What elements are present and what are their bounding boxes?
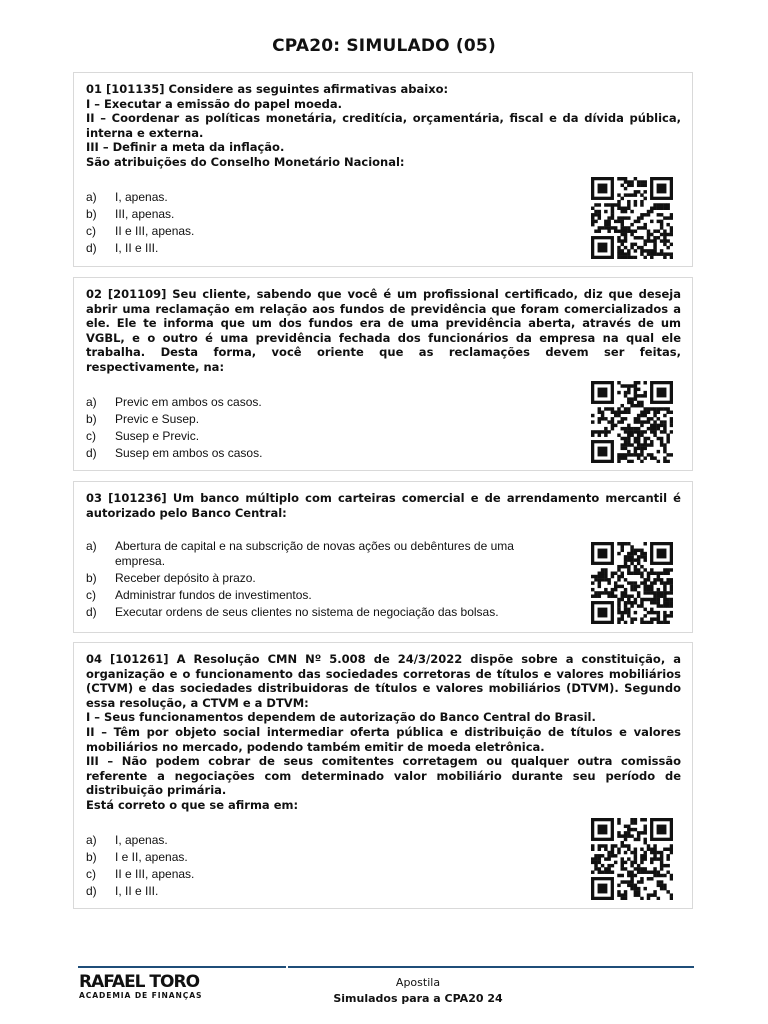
question-item-i: I – Executar a emissão do papel moeda. [86, 96, 343, 111]
answer-options [86, 832, 556, 900]
question-prompt: São atribuições do Conselho Monetário Nacional: [86, 154, 405, 169]
question-statement: 03 [101236] Um banco múltiplo com carteiras comercial e de arrendamento mercantil é autorizado pelo Banco Central: [86, 491, 681, 520]
answer-option-c[interactable]: c) Susep e Previc. [86, 429, 200, 443]
question-text [86, 491, 681, 520]
answer-option-c[interactable]: c) Administrar fundos de investimentos. [86, 588, 312, 602]
answer-options [86, 394, 556, 462]
answer-option-d[interactable]: d) Susep em ambos os casos. [86, 446, 263, 460]
brand-logo [79, 973, 209, 1003]
answer-option-b[interactable]: b) III, apenas. [86, 207, 175, 221]
question-text [86, 287, 681, 375]
qr-code-icon[interactable] [591, 177, 673, 259]
answer-options [86, 189, 556, 257]
qr-code-icon[interactable] [591, 818, 673, 900]
question-card-1 [73, 72, 693, 267]
answer-option-a[interactable]: a) Abertura de capital e na subscrição de novas ações ou debêntures de uma empresa. [86, 539, 514, 568]
answer-option-d[interactable]: d) I, II e III. [86, 241, 159, 255]
answer-option-b[interactable]: b) I e II, apenas. [86, 850, 188, 864]
page-title: CPA20: SIMULADO (05) [272, 36, 496, 56]
question-item-ii: II – Coordenar as políticas monetária, creditícia, orçamentária, fiscal e da dívida pública, interna e externa. [86, 111, 681, 140]
question-item-ii: II – Têm por objeto social intermediar oferta pública e distribuição de títulos e valores mobiliários no mercado, podendo também emitir de moeda eletrônica. [86, 724, 681, 754]
answer-option-c[interactable]: c) II e III, apenas. [86, 867, 195, 881]
question-text [86, 652, 681, 813]
question-card-2 [73, 277, 693, 471]
question-card-3 [73, 481, 693, 633]
question-item-i: I – Seus funcionamentos dependem de autorização do Banco Central do Brasil. [86, 710, 596, 725]
question-statement: 04 [101261] A Resolução CMN Nº 5.008 de 24/3/2022 dispõe sobre a constituição, a organização e o funcionamento das sociedades corretoras de títulos e valores mobiliários (CTVM) e das sociedades distribuidoras de títulos e valores mobiliários (DTVM). Segundo essa resolução, a CTVM e a DTVM: [86, 652, 681, 710]
footer-divider-left [78, 966, 286, 968]
answer-option-a[interactable]: a) I, apenas. [86, 833, 168, 847]
question-item-iii: III – Definir a meta da inflação. [86, 140, 285, 155]
answer-option-a[interactable]: a) I, apenas. [86, 190, 168, 204]
answer-option-d[interactable]: d) I, II e III. [86, 884, 159, 898]
footer-document-title: Simulados para a CPA20 24 [333, 992, 503, 1005]
answer-option-c[interactable]: c) II e III, apenas. [86, 224, 195, 238]
question-statement: 02 [201109] Seu cliente, sabendo que você é um profissional certificado, diz que deseja abrir uma reclamação em relação aos fundos de previdência que foram comercializados a ele. Ele te informa que um dos fundos era de uma previdência aberta, através de um VGBL, e o outro é uma previdência fechada dos funcionários da empresa na qual ele trabalha. Desta forma, você oriente que as reclamações devem ser feitas, respectivamente, na: [86, 287, 681, 374]
answer-option-b[interactable]: b) Receber depósito à prazo. [86, 571, 256, 585]
answer-option-d[interactable]: d) Executar ordens de seus clientes no sistema de negociação das bolsas. [86, 605, 499, 619]
qr-code-icon[interactable] [591, 542, 673, 624]
logo-wordmark: RAFAEL TORO [79, 972, 200, 992]
answer-option-a[interactable]: a) Previc em ambos os casos. [86, 395, 262, 409]
question-card-4 [73, 642, 693, 909]
logo-tagline: ACADEMIA DE FINANÇAS [79, 991, 203, 1000]
answer-option-b[interactable]: b) Previc e Susep. [86, 412, 200, 426]
answer-options [86, 539, 556, 620]
question-item-iii: III – Não podem cobrar de seus comitentes corretagem ou qualquer outra comissão referente a negociações com determinado valor mobiliário durante seu período de distribuição primária. [86, 754, 681, 798]
question-statement: 01 [101135] Considere as seguintes afirmativas abaixo: [86, 82, 449, 96]
question-text [86, 82, 681, 170]
qr-code-icon[interactable] [591, 381, 673, 463]
footer-label: Apostila [395, 976, 441, 989]
question-prompt: Está correto o que se afirma em: [86, 797, 299, 812]
footer-divider-right [288, 966, 694, 968]
